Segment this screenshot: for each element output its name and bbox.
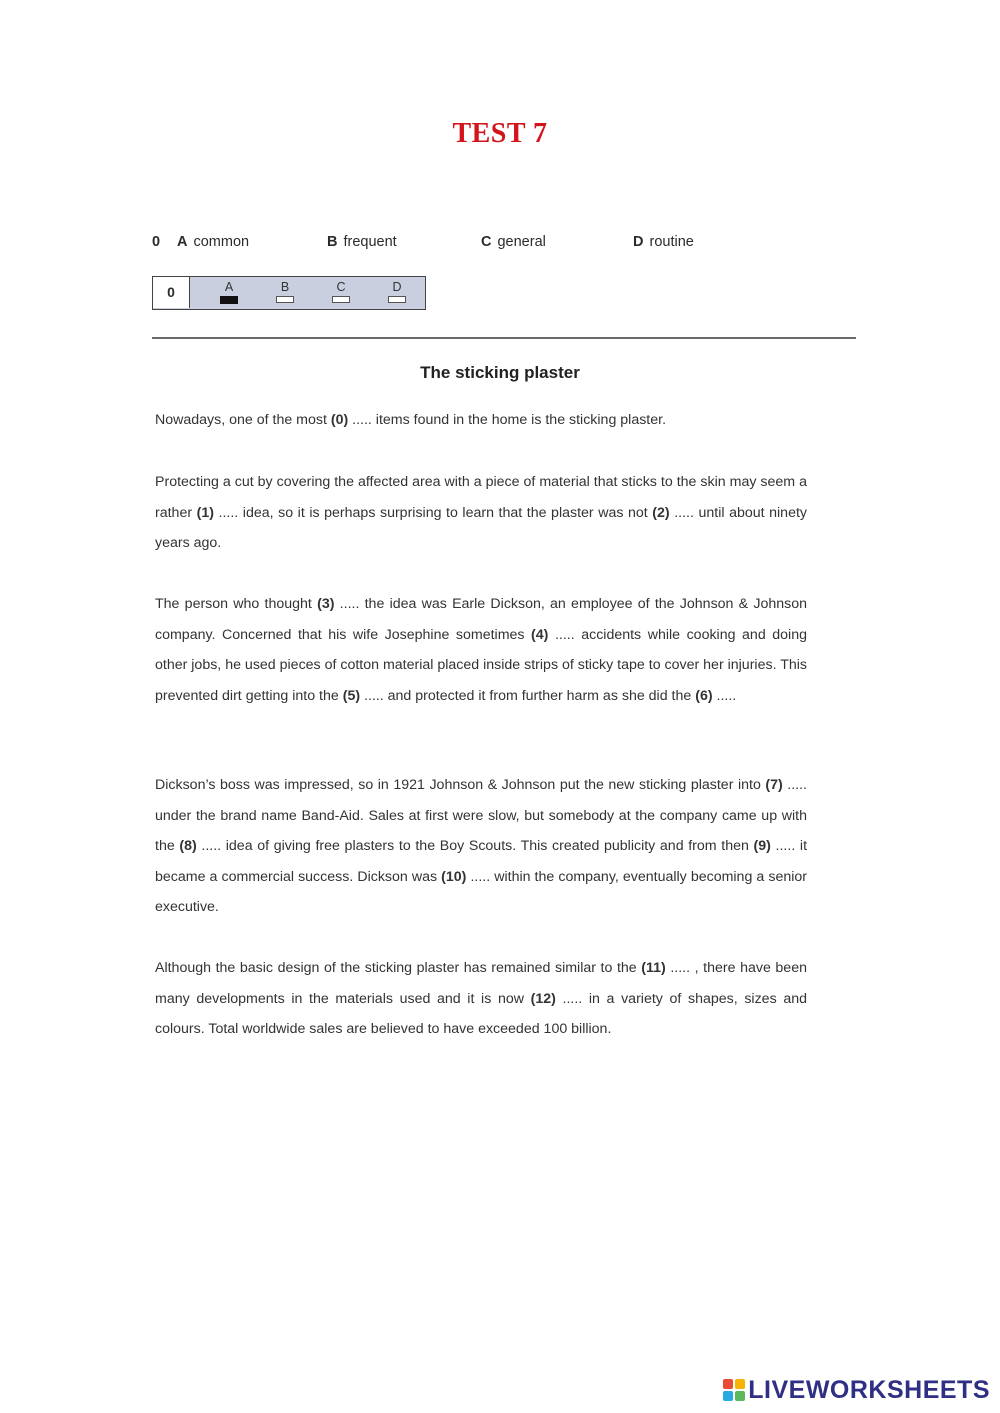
- paragraph-5: Although the basic design of the sticking plaster has remained similar to the (11) ..... , there have been many developments in the materials used and it is now (12) ..... in a variety of shapes, sizes and colours. Total worldwide sales are believed to have exceeded 100 billion.: [155, 960, 807, 1038]
- gap-6[interactable]: (6): [695, 687, 713, 704]
- gap-1[interactable]: (1): [196, 504, 214, 521]
- gap-0: (0): [330, 412, 349, 428]
- paragraph-4: Dickson’s boss was impressed, so in 1921 Johnson & Johnson put the new sticking plaster into (7) ..... under the brand name Band-Aid. Sales at first were slow, but somebody at the company came up with the (8) ..... idea of giving free plasters to the Boy Scouts. This created publicity and from then (9) ..... it became a commercial success. Dickson was (10) ..... within the company, eventually becoming a senior executive.: [155, 777, 808, 916]
- answer-choice-c[interactable]: C: [331, 280, 351, 303]
- gap-12[interactable]: (12): [530, 990, 556, 1007]
- liveworksheets-logo-icon: [723, 1379, 745, 1401]
- gap-8[interactable]: (8): [179, 838, 197, 855]
- paragraph-3: The person who thought (3) ..... the idea was Earle Dickson, an employee of the Johnson & Johnson company. Concerned that his wife Josephine sometimes (4) ..... accidents while cooking and doing other jobs, he used pieces of cotton material placed inside strips of sticky tape to cover her injuries. This prevented dirt getting into the (5) ..... and protected it from further harm as she did the (6) .....: [155, 596, 807, 704]
- paragraph-2: Protecting a cut by covering the affected area with a piece of material that sticks to the skin may seem a rather (1) ..... idea, so it is perhaps surprising to learn that the plaster was not (2) ..... until about ninety years ago.: [155, 474, 807, 552]
- page-title: TEST 7: [452, 118, 548, 149]
- answer-choice-d[interactable]: D: [387, 280, 407, 303]
- brand-name: LIVEWORKSHEETS: [748, 1375, 990, 1404]
- paragraph-1: Nowadays, one of the most (0) ..... items found in the home is the sticking plaster.: [155, 412, 667, 428]
- answer-grid-number: 0: [153, 277, 190, 308]
- divider: [152, 337, 856, 339]
- answer-mark-a: [220, 296, 238, 304]
- example-options: [152, 234, 712, 254]
- gap-11[interactable]: (11): [641, 960, 666, 976]
- gap-10[interactable]: (10): [441, 868, 467, 885]
- option-c: C general: [481, 234, 546, 250]
- example-number: 0: [152, 234, 161, 250]
- option-b: B frequent: [327, 234, 397, 250]
- gap-7[interactable]: (7): [765, 777, 783, 793]
- option-a: A common: [177, 234, 250, 250]
- answer-choice-a[interactable]: A: [219, 280, 239, 304]
- liveworksheets-logo: [723, 1375, 990, 1405]
- passage-title: The sticking plaster: [420, 363, 580, 382]
- answer-choice-b[interactable]: B: [275, 280, 295, 303]
- answer-mark-c: [332, 296, 350, 303]
- gap-9[interactable]: (9): [753, 838, 771, 855]
- gap-2[interactable]: (2): [652, 504, 670, 521]
- answer-mark-d: [388, 296, 406, 303]
- gap-4[interactable]: (4): [531, 626, 549, 643]
- gap-5[interactable]: (5): [342, 687, 361, 704]
- option-d: D routine: [633, 234, 694, 250]
- answer-grid: [152, 276, 426, 310]
- gap-3[interactable]: (3): [317, 596, 335, 612]
- answer-mark-b: [276, 296, 294, 303]
